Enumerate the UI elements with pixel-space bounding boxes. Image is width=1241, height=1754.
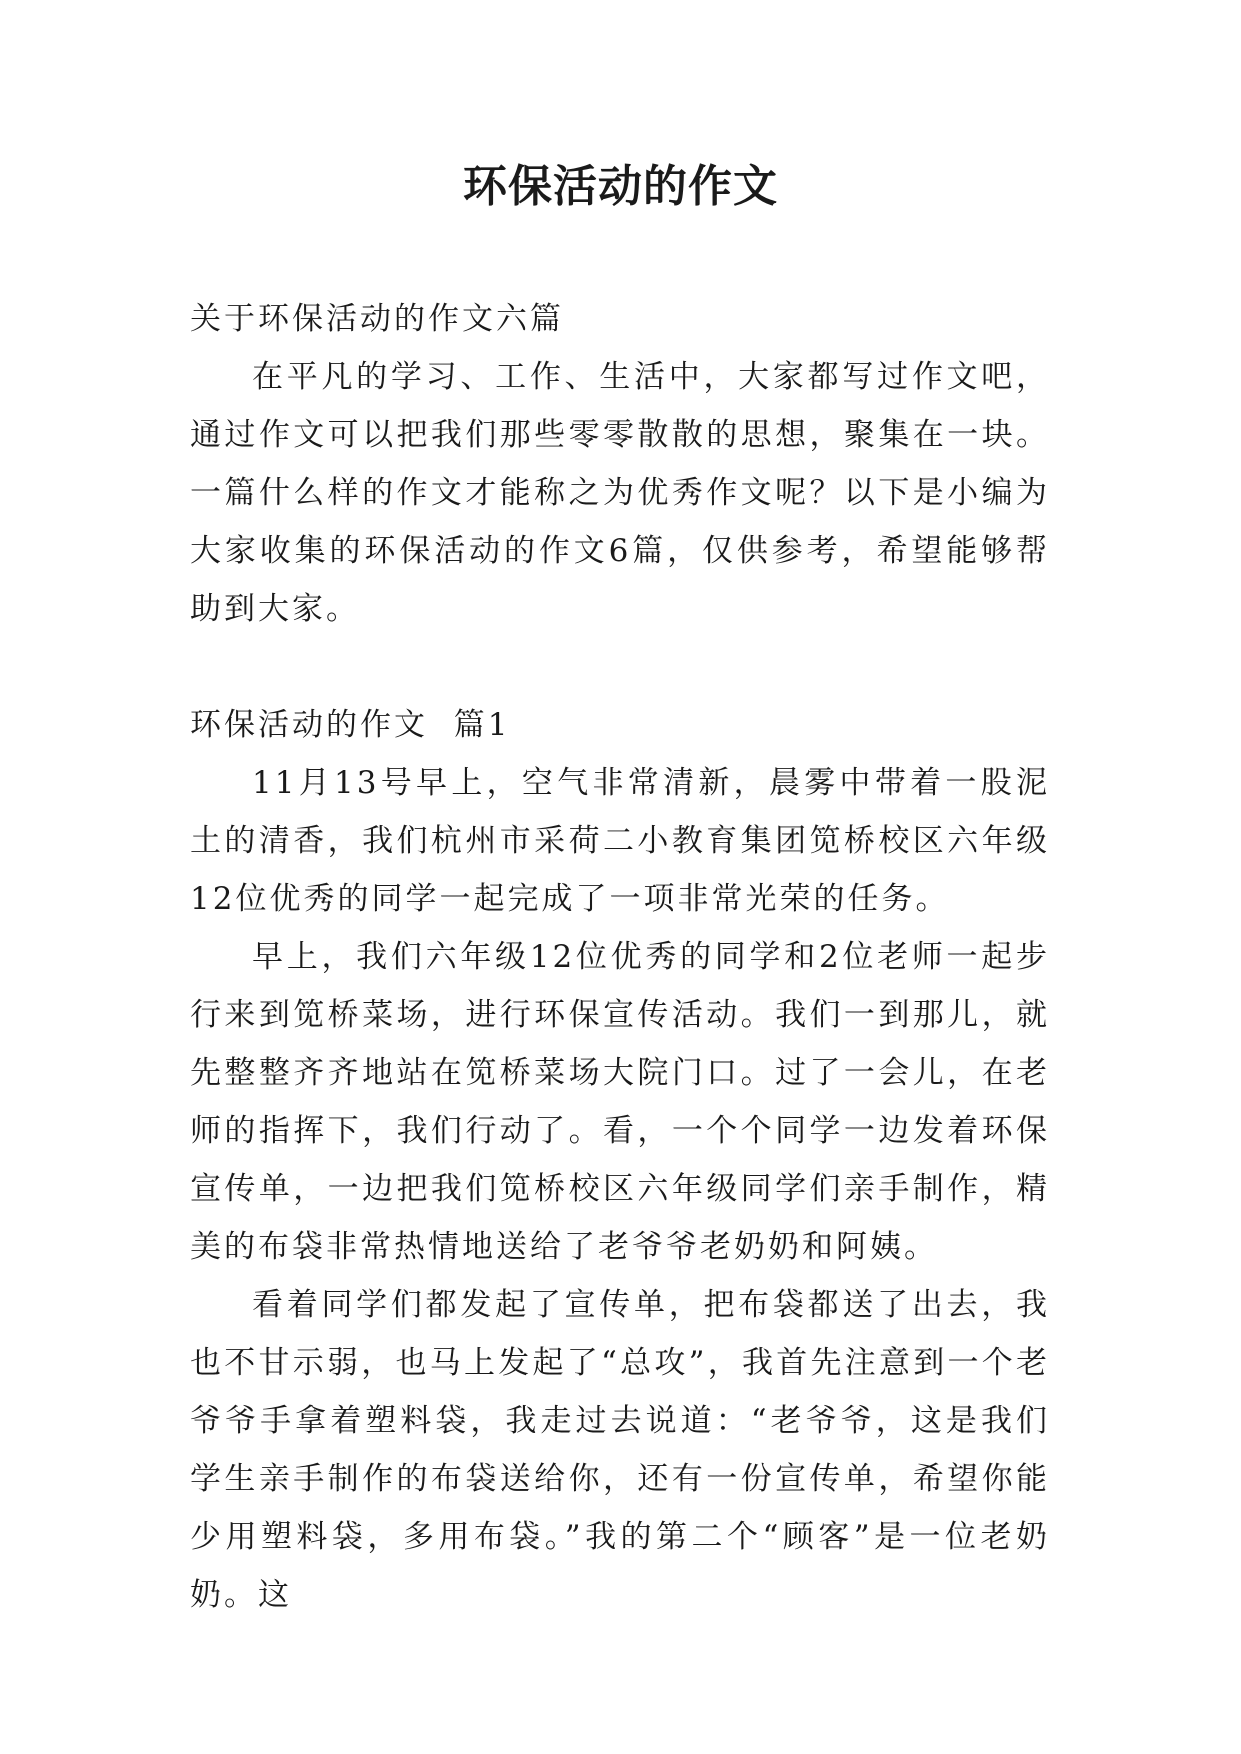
document-title: 环保活动的作文 (463, 161, 778, 212)
document-body (190, 290, 1050, 1624)
body-paragraph-1: 11月13号早上，空气非常清新，晨雾中带着一股泥土的清香，我们杭州市采荷二小教育集团笕桥校区六年级12位优秀的同学一起完成了一项非常光荣的任务。 (190, 765, 1050, 917)
section-spacer (190, 638, 1050, 696)
body-paragraph-3: 看着同学们都发起了宣传单，把布袋都送了出去，我也不甘示弱，也马上发起了“总攻”，我首先注意到一个老爷爷手拿着塑料袋，我走过去说道：“老爷爷，这是我们学生亲手制作的布袋送给你，还有一份宣传单，希望你能少用塑料袋，多用布袋。”我的第二个“顾客”是一位老奶奶。这 (190, 1287, 1050, 1613)
intro-paragraph: 在平凡的学习、工作、生活中，大家都写过作文吧，通过作文可以把我们那些零零散散的思想，聚集在一块。一篇什么样的作文才能称之为优秀作文呢？以下是小编为大家收集的环保活动的作文6篇，仅供参考，希望能够帮助到大家。 (190, 359, 1050, 627)
section-heading: 环保活动的作文 篇1 (190, 707, 511, 743)
intro-heading: 关于环保活动的作文六篇 (190, 301, 564, 337)
body-paragraph-2: 早上，我们六年级12位优秀的同学和2位老师一起步行来到笕桥菜场，进行环保宣传活动。我们一到那儿，就先整整齐齐地站在笕桥菜场大院门口。过了一会儿，在老师的指挥下，我们行动了。看，一个个同学一边发着环保宣传单，一边把我们笕桥校区六年级同学们亲手制作，精美的布袋非常热情地送给了老爷爷老奶奶和阿姨。 (190, 939, 1050, 1265)
